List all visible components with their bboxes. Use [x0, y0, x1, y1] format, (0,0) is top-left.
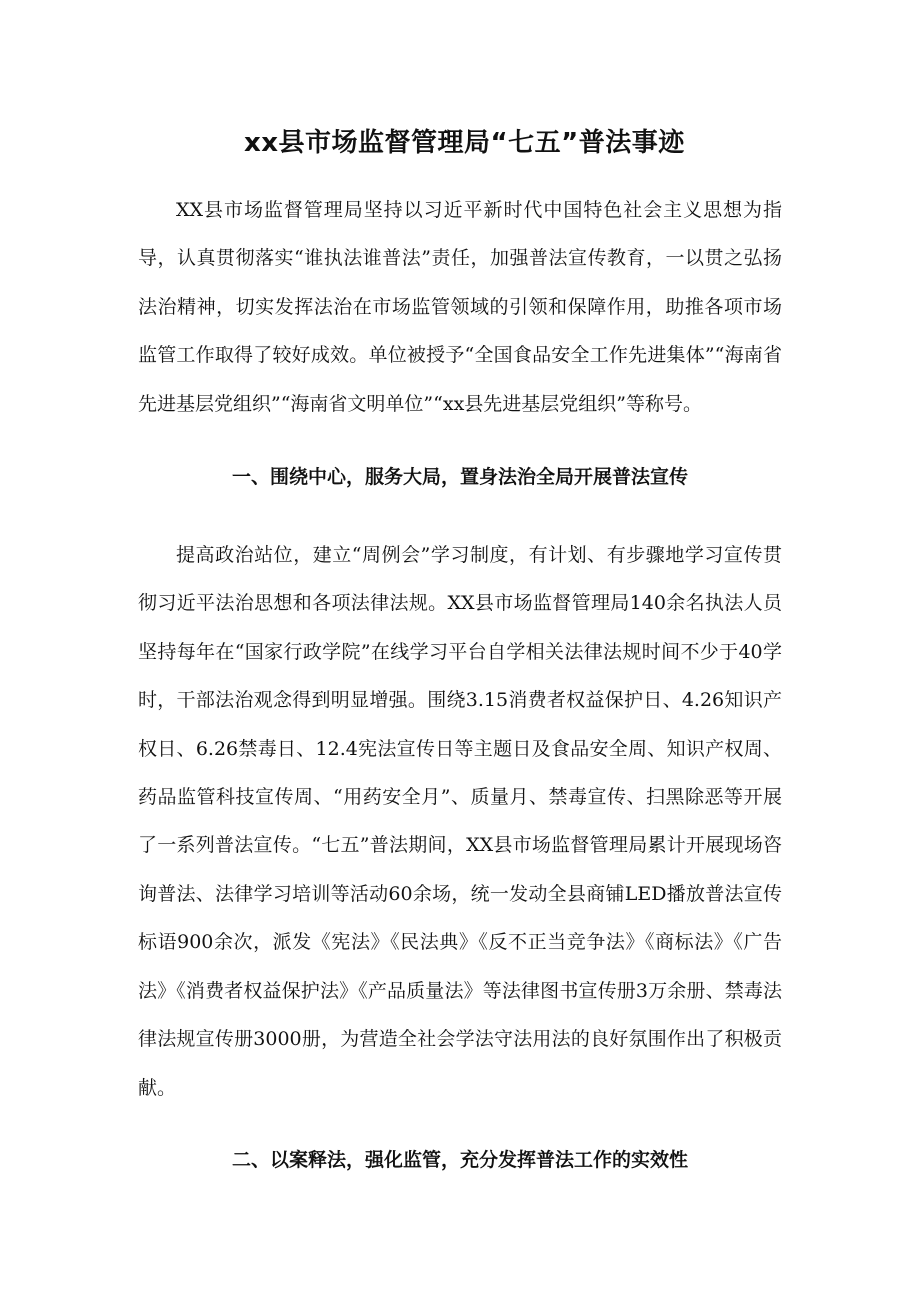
document-title: xx县市场监督管理局“七五”普法事迹 [244, 128, 685, 158]
section-body-1: 提高政治站位，建立“周例会”学习制度，有计划、有步骤地学习宣传贯彻习近平法治思想和各项法律法规。XX县市场监督管理局140余名执法人员坚持每年在“国家行政学院”在线学习平台自学相关法律法规时间不少于40学时，干部法治观念得到明显增强。围绕3.15消费者权益保护日、4.26知识产权日、6.26禁毒日、12.4宪法宣传日等主题日及食品安全周、知识产权周、药品监管科技宣传周、“用药安全月”、质量月、禁毒宣传、扫黑除恶等开展了一系列普法宣传。“七五”普法期间，XX县市场监督管理局累计开展现场咨询普法、法律学习培训等活动60余场，统一发动全县商铺LED播放普法宣传标语900余次，派发《宪法》《民法典》《反不正当竞争法》《商标法》《广告法》《消费者权益保护法》《产品质量法》等法律图书宣传册3万余册、禁毒法律法规宣传册3000册，为营造全社会学法守法用法的良好氛围作出了积极贡献。 [138, 544, 782, 1099]
intro-paragraph: XX县市场监督管理局坚持以习近平新时代中国特色社会主义思想为指导，认真贯彻落实“谁执法谁普法”责任，加强普法宣传教育，一以贯之弘扬法治精神，切实发挥法治在市场监管领域的引领和保障作用，助推各项市场监管工作取得了较好成效。单位被授予“全国食品安全工作先进集体”“海南省先进基层党组织”“海南省文明单位”“xx县先进基层党组织”等称号。 [138, 199, 782, 415]
section-heading-1: 一、围绕中心，服务大局，置身法治全局开展普法宣传 [231, 466, 688, 489]
section-heading-2: 二、以案释法，强化监管，充分发挥普法工作的实效性 [231, 1148, 688, 1171]
